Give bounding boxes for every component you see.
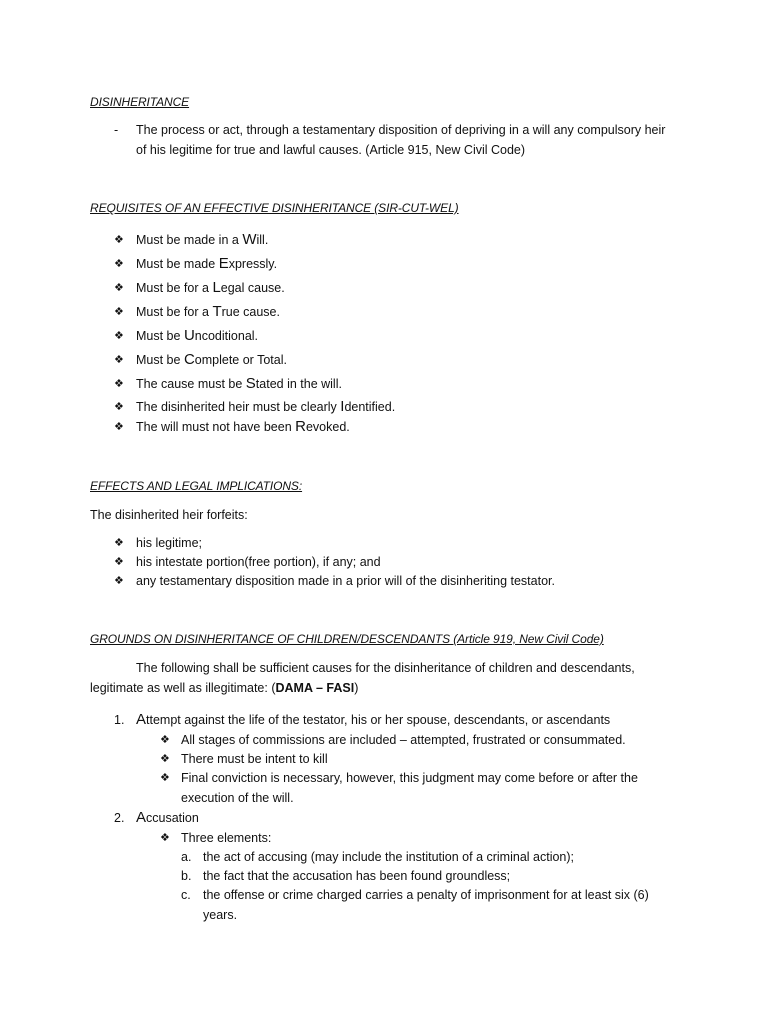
- bullet-icon: ❖: [114, 354, 124, 366]
- requisite-item: [136, 256, 277, 272]
- grounds-intro-line-2: [90, 680, 358, 696]
- bullet-icon: ❖: [114, 378, 124, 390]
- requisite-text: dentified.: [344, 400, 396, 414]
- requisite-item: [136, 399, 395, 415]
- intro-close-paren: ): [354, 681, 359, 695]
- item-1-sub-item: execution of the will.: [181, 791, 294, 805]
- item-2-text: [136, 810, 199, 826]
- requisite-initial: U: [183, 327, 195, 344]
- requisite-item: [136, 232, 268, 248]
- requisite-text: The will must not have been: [136, 420, 296, 434]
- bullet-icon: ❖: [160, 734, 170, 746]
- requisite-initial: C: [183, 351, 195, 368]
- effects-intro: The disinherited heir forfeits:: [90, 508, 248, 522]
- requisite-text: Must be for a: [136, 281, 213, 295]
- requisite-text: omplete or Total.: [194, 353, 287, 367]
- requisite-initial: T: [212, 303, 222, 320]
- requisite-initial: E: [218, 255, 229, 272]
- bullet-icon: ❖: [114, 306, 124, 318]
- item-1-initial: A: [136, 711, 147, 728]
- definition-line-1: The process or act, through a testamentary disposition of depriving in a will any compulsory heir: [136, 123, 666, 137]
- requisite-text: Must be made in a: [136, 233, 243, 247]
- requisite-item: [136, 304, 280, 320]
- bullet-icon: ❖: [114, 575, 124, 587]
- bullet-icon: ❖: [160, 753, 170, 765]
- bullet-icon: ❖: [114, 282, 124, 294]
- requisite-item: [136, 280, 285, 296]
- item-1-sub-item: All stages of commissions are included – attempted, frustrated or consummated.: [181, 733, 626, 747]
- item-1-sub-item: Final conviction is necessary, however, this judgment may come before or after the: [181, 771, 638, 785]
- element-letter: b.: [181, 869, 192, 883]
- requisite-text: ncoditional.: [194, 329, 259, 343]
- bullet-icon: ❖: [114, 401, 124, 413]
- requisite-item: [136, 328, 258, 344]
- bullet-icon: ❖: [114, 258, 124, 270]
- item-1-number: 1.: [114, 713, 125, 727]
- bullet-icon: ❖: [114, 234, 124, 246]
- item-1-text: [136, 712, 610, 728]
- heading-effects: EFFECTS AND LEGAL IMPLICATIONS:: [90, 479, 303, 493]
- requisite-initial: R: [295, 418, 306, 435]
- heading-disinheritance: DISINHERITANCE: [90, 95, 190, 109]
- definition-line-2: of his legitime for true and lawful causes. (Article 915, New Civil Code): [136, 143, 526, 157]
- bullet-icon: ❖: [114, 330, 124, 342]
- requisite-text: tated in the will.: [255, 377, 342, 391]
- requisite-initial: S: [245, 375, 256, 392]
- requisite-item: [136, 419, 350, 435]
- element-item: the offense or crime charged carries a penalty of imprisonment for at least six (6): [203, 888, 649, 902]
- item-2-number: 2.: [114, 811, 125, 825]
- requisite-text: Must be made: [136, 257, 219, 271]
- bullet-icon: ❖: [114, 556, 124, 568]
- requisite-text: The cause must be: [136, 377, 246, 391]
- requisite-initial: L: [212, 279, 221, 296]
- element-letter: c.: [181, 888, 191, 902]
- requisite-initial: I: [340, 398, 345, 415]
- requisite-item: [136, 352, 287, 368]
- intro-text: legitimate as well as illegitimate: (: [90, 681, 276, 695]
- requisite-text: Must be for a: [136, 305, 213, 319]
- item-2-rest: ccusation: [146, 811, 199, 825]
- element-item: years.: [203, 908, 238, 922]
- item-2-sub: Three elements:: [181, 831, 272, 845]
- effect-item: his intestate portion(free portion), if any; and: [136, 555, 381, 569]
- requisite-text: xpressly.: [228, 257, 278, 271]
- bullet-icon: ❖: [160, 832, 170, 844]
- bullet-icon: ❖: [114, 537, 124, 549]
- effect-item: any testamentary disposition made in a prior will of the disinheriting testator.: [136, 574, 555, 588]
- requisite-text: Must be: [136, 353, 184, 367]
- requisite-item: [136, 376, 342, 392]
- bullet-icon: ❖: [160, 772, 170, 784]
- mnemonic-dama-fasi: DAMA – FASI: [275, 681, 355, 695]
- item-2-initial: A: [136, 809, 147, 826]
- heading-requisites: REQUISITES OF AN EFFECTIVE DISINHERITANCE (SIR-CUT-WEL): [90, 201, 459, 215]
- requisite-text: evoked.: [305, 420, 350, 434]
- element-item: the act of accusing (may include the institution of a criminal action);: [203, 850, 575, 864]
- element-item: the fact that the accusation has been found groundless;: [203, 869, 511, 883]
- requisite-initial: W: [242, 231, 257, 248]
- requisite-text: Must be: [136, 329, 184, 343]
- effect-item: his legitime;: [136, 536, 202, 550]
- grounds-intro-line-1: The following shall be sufficient causes for the disinheritance of children and descendants,: [136, 661, 635, 675]
- item-1-rest: ttempt against the life of the testator, his or her spouse, descendants, or ascendants: [146, 713, 611, 727]
- requisite-text: rue cause.: [221, 305, 280, 319]
- requisite-text: ill.: [256, 233, 269, 247]
- heading-grounds: GROUNDS ON DISINHERITANCE OF CHILDREN/DESCENDANTS (Article 919, New Civil Code): [90, 632, 604, 646]
- bullet-icon: ❖: [114, 421, 124, 433]
- requisite-text: The disinherited heir must be clearly: [136, 400, 341, 414]
- element-letter: a.: [181, 850, 192, 864]
- requisite-text: egal cause.: [220, 281, 285, 295]
- item-1-sub-item: There must be intent to kill: [181, 752, 328, 766]
- dash-marker: -: [114, 123, 119, 137]
